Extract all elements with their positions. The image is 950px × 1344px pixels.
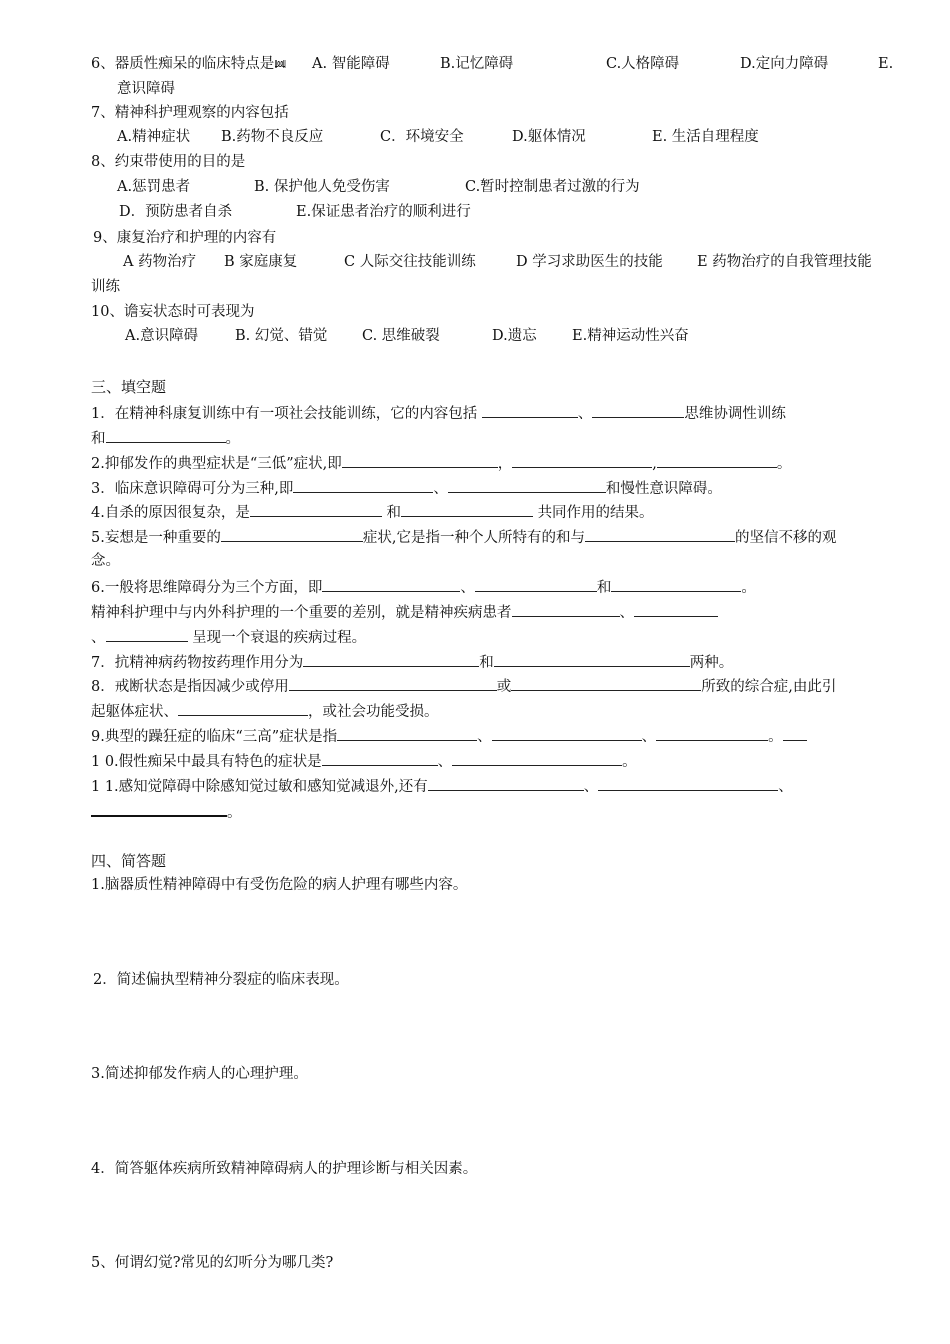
mc-q9-option-e-cont: 训练 [91,279,120,295]
mc-q9-stem: 9、康复治疗和护理的内容有 [93,230,277,246]
answer-blank[interactable] [448,477,606,493]
short-q1: 1.脑器质性精神障碍中有受伤危险的病人护理有哪些内容。 [91,877,468,893]
mc-q7-option-b: B.药物不良反应 [221,129,324,145]
mc-q8-option-b: B. 保护他人免受伤害 [254,179,390,195]
fill-q6: 6.一般将思维障碍分为三个方面，即 、 和 。 [91,576,756,598]
short-q4: 4．简答躯体疾病所致精神障碍病人的护理诊断与相关因素。 [91,1161,478,1177]
short-q2: 2．简述偏执型精神分裂症的临床表现。 [93,972,349,988]
fill-q2: 2.抑郁发作的典型症状是“三低”症状,即 ， , 。 [91,452,791,474]
fill-q3: 3．临床意识障碍可分为三种,即 、 和慢性意识障碍。 [91,477,722,499]
mc-q7-option-e: E. 生活自理程度 [652,129,759,145]
answer-blank[interactable] [401,501,533,517]
answer-blank[interactable] [598,775,778,791]
short-q3: 3.简述抑郁发作病人的心理护理。 [91,1066,308,1082]
answer-blank[interactable] [106,427,226,443]
mc-q6-option-b: B.记忆障碍 [440,56,514,72]
answer-blank[interactable] [634,601,718,617]
answer-blank[interactable] [657,452,777,468]
section-title-short-answer: 四、简答题 [91,852,167,870]
answer-blank[interactable] [452,750,622,766]
mc-q9-option-b: B 家庭康复 [224,254,298,270]
mc-q6-option-d: D.定向力障碍 [740,56,829,72]
mc-q6-option-e-cont: 意识障碍 [117,81,175,97]
answer-blank[interactable] [303,651,479,667]
mc-q9-option-d: D 学习求助医生的技能 [516,254,663,270]
mc-q8-option-e: E.保证患者治疗的顺利进行 [296,204,471,220]
fill-q10: 1 0.假性痴呆中最具有特色的症状是 、 。 [91,750,637,772]
answer-blank[interactable] [91,800,227,817]
mc-q9-option-e: E 药物治疗的自我管理技能 [697,254,872,270]
answer-blank[interactable] [592,402,684,418]
fill-q5-line1: 5.妄想是一种重要的 症状,它是指一种个人所特有的和与 的坚信不移的观 [91,526,836,548]
answer-blank[interactable] [475,576,597,592]
answer-blank[interactable] [585,526,735,542]
mc-q10-option-b: B. 幻觉、错觉 [235,328,328,344]
mc-q8-stem: 8、约束带使用的目的是 [91,154,246,170]
answer-blank[interactable] [783,725,807,741]
fill-qx-line2: 、 呈现一个衰退的疾病过程。 [91,626,366,648]
fill-q11-line1: 1 1.感知觉障碍中除感知觉过敏和感知觉减退外,还有 、 、 [91,775,793,797]
mc-q9-option-a: A 药物治疗 [123,254,197,270]
fill-q7: 7．抗精神病药物按药理作用分为 和 两种。 [91,651,733,673]
answer-blank[interactable] [482,402,578,418]
mc-q7-option-d: D.躯体情况 [512,129,586,145]
answer-blank[interactable] [656,725,768,741]
answer-blank[interactable] [342,452,498,468]
answer-blank[interactable] [512,452,652,468]
fill-qx-line1: 精神科护理中与内外科护理的一个重要的差别，就是精神疾病患者 、 [91,601,718,623]
mc-q8-option-c: C.暂时控制患者过激的行为 [465,179,640,195]
answer-blank[interactable] [322,576,460,592]
mc-q7-option-a: A.精神症状 [117,129,191,145]
answer-blank[interactable] [293,477,433,493]
mc-q8-option-a: A.惩罚患者 [117,179,191,195]
fill-q9: 9.典型的躁狂症的临床“三高”症状是指 、 、 。 [91,725,807,747]
answer-blank[interactable] [337,725,477,741]
answer-blank[interactable] [106,626,188,642]
answer-blank[interactable] [250,501,382,517]
fill-q1-line2: 和 。 [91,427,240,449]
fill-q8-line1: 8．戒断状态是指因减少或停用 或 所致的综合症,由此引 [91,675,836,697]
mc-q8-option-d: D．预防患者自杀 [119,204,233,220]
mc-q6-option-a: A. 智能障碍 [312,56,390,72]
mc-q9-option-c: C 人际交往技能训练 [344,254,476,270]
fill-q11-line2: 。 [91,800,242,823]
answer-blank[interactable] [511,675,701,691]
answer-blank[interactable] [322,750,438,766]
answer-blank[interactable] [512,601,620,617]
short-q5: 5、何谓幻觉?常见的幻听分为哪几类? [91,1255,334,1271]
answer-blank[interactable] [492,725,642,741]
answer-blank[interactable] [428,775,584,791]
mc-q7-stem: 7、精神科护理观察的内容包括 [91,105,289,121]
mc-q10-option-d: D.遗忘 [492,328,537,344]
fill-q1-line1: 1．在精神科康复训练中有一项社会技能训练，它的内容包括 、 思维协调性训练 [91,402,786,424]
mc-q6-stem: 6、器质性痴呆的临床特点是ꔞ [91,56,287,72]
mark-glyph: ꔞ [274,58,287,71]
fill-q4: 4.自杀的原因很复杂，是 和 共同作用的结果。 [91,501,654,523]
section-title-fill: 三、填空题 [91,378,167,396]
mc-q10-option-c: C. 思维破裂 [362,328,440,344]
answer-blank[interactable] [289,675,497,691]
mc-q10-stem: 10、谵妄状态时可表现为 [91,304,255,320]
mc-q6-option-e: E. [878,56,894,72]
fill-q8-line2: 起躯体症状、 ，或社会功能受损。 [91,700,439,722]
answer-blank[interactable] [178,700,308,716]
mc-q10-option-e: E.精神运动性兴奋 [572,328,689,344]
answer-blank[interactable] [494,651,690,667]
fill-q5-line2: 念。 [91,553,120,569]
answer-blank[interactable] [221,526,363,542]
mc-q6-option-c: C.人格障碍 [606,56,680,72]
mc-q10-option-a: A.意识障碍 [125,328,199,344]
answer-blank[interactable] [611,576,741,592]
mc-q7-option-c: C．环境安全 [380,129,464,145]
